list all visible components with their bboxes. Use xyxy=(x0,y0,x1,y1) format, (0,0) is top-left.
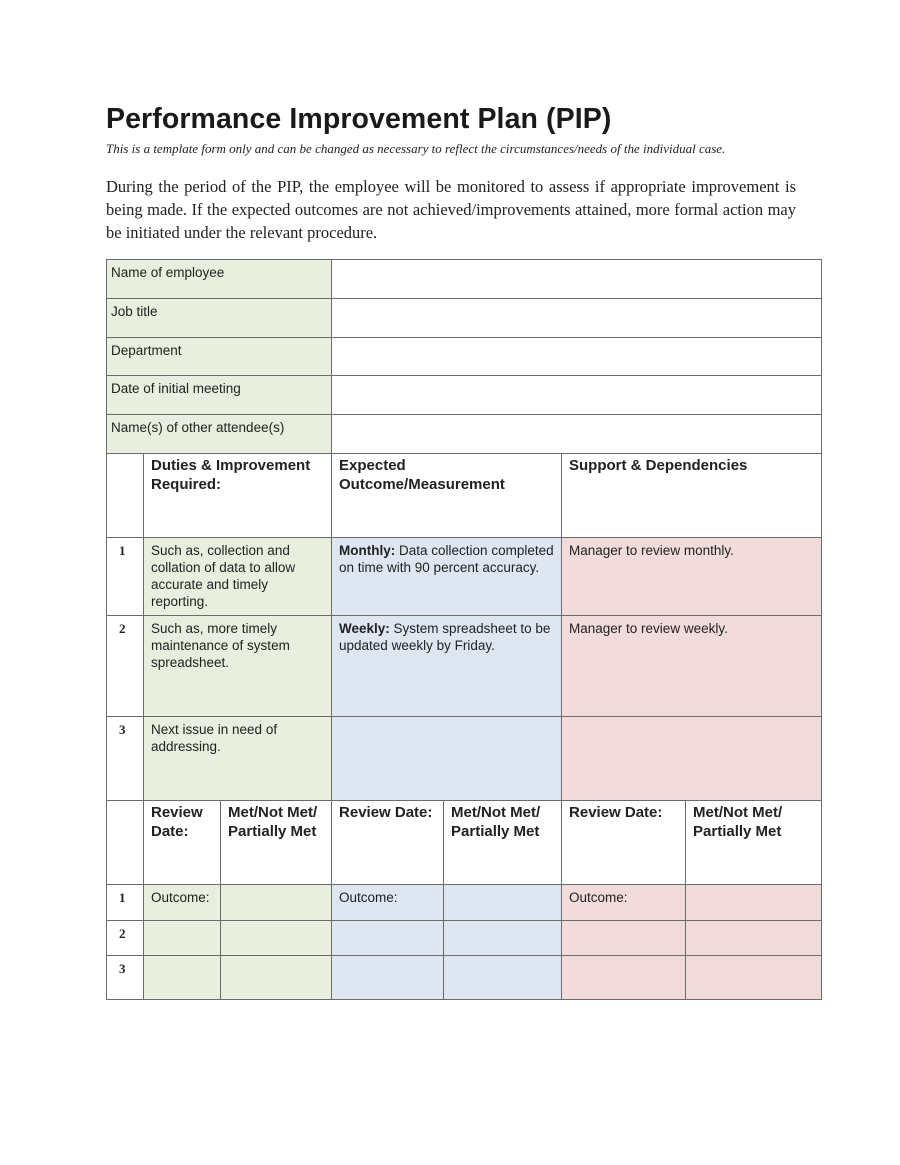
outcome-cell[interactable]: Outcome: xyxy=(144,885,221,921)
support-cell[interactable]: Manager to review monthly. xyxy=(562,538,822,616)
support-cell[interactable] xyxy=(562,717,822,801)
outcome-cell[interactable] xyxy=(144,956,221,1000)
outcome-cell[interactable] xyxy=(562,956,686,1000)
met-status-cell[interactable] xyxy=(686,921,822,956)
review-row xyxy=(107,885,822,921)
attendees-field[interactable] xyxy=(332,415,822,454)
row-number: 2 xyxy=(107,616,144,717)
template-note: This is a template form only and can be changed as necessary to reflect the circumstances/needs of the individual case. xyxy=(106,141,726,156)
plan-row xyxy=(107,717,822,801)
met-status-header: Met/Not Met/ Partially Met xyxy=(686,801,822,885)
outcome-cell[interactable] xyxy=(332,538,562,616)
met-status-cell[interactable] xyxy=(221,956,332,1000)
outcome-cell[interactable]: Outcome: xyxy=(562,885,686,921)
met-status-cell[interactable] xyxy=(221,921,332,956)
review-date-header: Review Date: xyxy=(144,801,221,885)
met-status-cell[interactable] xyxy=(444,921,562,956)
employee-name-field[interactable] xyxy=(332,260,822,299)
info-label: Job title xyxy=(107,299,332,338)
job-title-field[interactable] xyxy=(332,299,822,338)
row-number: 3 xyxy=(107,717,144,801)
review-header-row xyxy=(107,801,822,885)
info-label: Name of employee xyxy=(107,260,332,299)
info-row xyxy=(107,338,822,376)
outcome-text: System spreadsheet to be updated weekly by Friday. xyxy=(339,621,551,653)
outcome-cell[interactable] xyxy=(332,921,444,956)
info-row xyxy=(107,260,822,299)
plan-header-row xyxy=(107,454,822,538)
duties-cell[interactable]: Next issue in need of addressing. xyxy=(144,717,332,801)
outcome-cell[interactable] xyxy=(332,956,444,1000)
review-row xyxy=(107,956,822,1000)
met-status-header: Met/Not Met/ Partially Met xyxy=(444,801,562,885)
duties-header: Duties & Improvement Required: xyxy=(144,454,332,538)
outcome-cell[interactable] xyxy=(332,616,562,717)
met-status-cell[interactable] xyxy=(444,885,562,921)
met-status-header: Met/Not Met/ Partially Met xyxy=(221,801,332,885)
info-row xyxy=(107,415,822,454)
intro-paragraph: During the period of the PIP, the employee will be monitored to assess if appropriate improvement is being made. If the expected outcomes are not achieved/improvements attained, more formal action may be initiated under the relevant procedure. xyxy=(106,177,796,242)
info-label: Name(s) of other attendee(s) xyxy=(107,415,332,454)
review-row xyxy=(107,921,822,956)
row-number: 2 xyxy=(107,921,144,956)
met-status-cell[interactable] xyxy=(444,956,562,1000)
info-label: Date of initial meeting xyxy=(107,376,332,415)
plan-row xyxy=(107,616,822,717)
met-status-cell[interactable] xyxy=(686,956,822,1000)
support-cell[interactable]: Manager to review weekly. xyxy=(562,616,822,717)
plan-row xyxy=(107,538,822,616)
initial-meeting-date-field[interactable] xyxy=(332,376,822,415)
met-status-cell[interactable] xyxy=(686,885,822,921)
outcome-text: Data collection completed on time with 90 percent accuracy. xyxy=(339,543,554,575)
outcome-frequency: Weekly: xyxy=(339,621,390,636)
review-date-header: Review Date: xyxy=(562,801,686,885)
review-date-header: Review Date: xyxy=(332,801,444,885)
department-field[interactable] xyxy=(332,338,822,376)
row-number-header xyxy=(107,801,144,885)
support-header: Support & Dependencies xyxy=(562,454,822,538)
pip-form-table xyxy=(106,259,822,1000)
info-row xyxy=(107,376,822,415)
outcome-cell[interactable]: Outcome: xyxy=(332,885,444,921)
outcome-header: Expected Outcome/Measurement xyxy=(332,454,562,538)
outcome-frequency: Monthly: xyxy=(339,543,396,558)
row-number: 1 xyxy=(107,885,144,921)
outcome-cell[interactable] xyxy=(562,921,686,956)
outcome-cell[interactable] xyxy=(144,921,221,956)
row-number: 3 xyxy=(107,956,144,1000)
row-number: 1 xyxy=(107,538,144,616)
duties-cell[interactable]: Such as, collection and collation of data to allow accurate and timely reporting. xyxy=(144,538,332,616)
duties-cell[interactable]: Such as, more timely maintenance of system spreadsheet. xyxy=(144,616,332,717)
page-title: Performance Improvement Plan (PIP) xyxy=(106,103,612,135)
row-number-header xyxy=(107,454,144,538)
info-label: Department xyxy=(107,338,332,376)
info-row xyxy=(107,299,822,338)
outcome-cell[interactable] xyxy=(332,717,562,801)
met-status-cell[interactable] xyxy=(221,885,332,921)
